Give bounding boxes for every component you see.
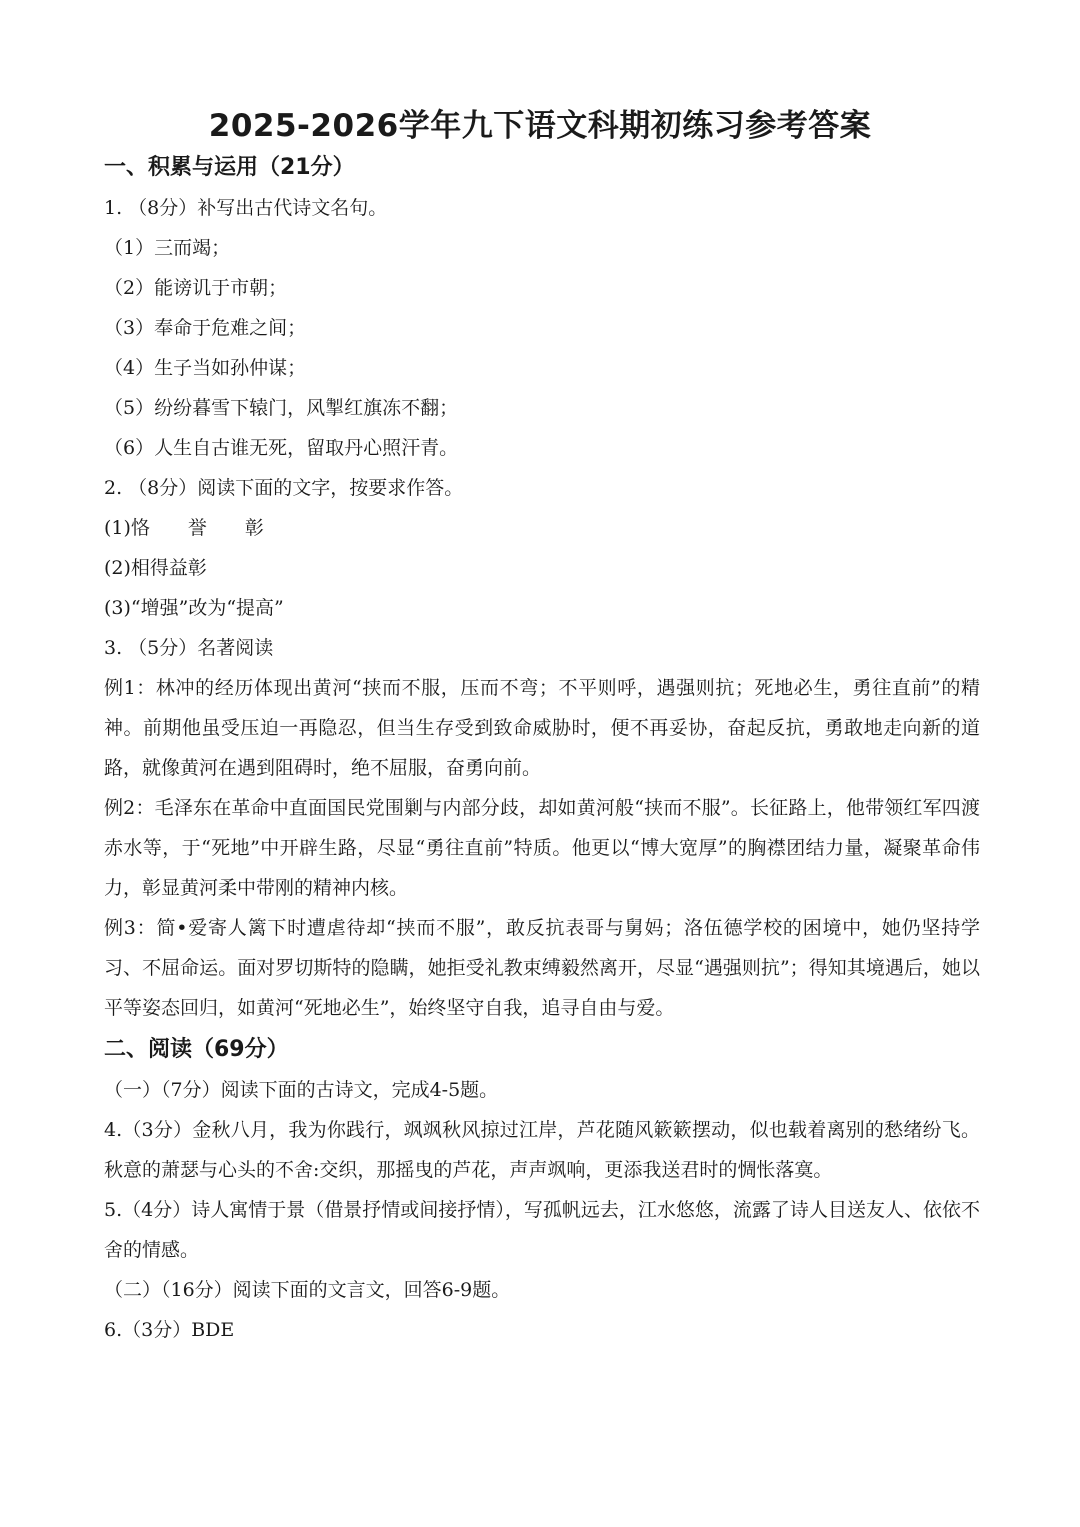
- document-title: 2025-2026学年九下语文科期初练习参考答案: [208, 108, 872, 144]
- q3-example-3: 例3：简•爱寄人篱下时遭虐待却“挟而不服”，敢反抗表哥与舅妈；洛伍德学校的困境中，她仍坚持学习、不屈命运。面对罗切斯特的隐瞒，她拒受礼教束缚毅然离开，尽显“遇强则抗”；得知其境遇后，她以平等姿态回归，如黄河“死地必生”，始终坚守自我，追寻自由与爱。: [104, 917, 980, 1019]
- q2-answer-1: (1)恪 誉 彰: [104, 517, 264, 539]
- question-6-answer: 6.（3分）BDE: [104, 1319, 235, 1341]
- reading-part-2-label: （二）（16分）阅读下面的文言文，回答6-9题。: [104, 1279, 511, 1301]
- q2-answer-3: (3)“增强”改为“提高”: [104, 597, 284, 619]
- section-heading-reading: 二、阅读（69分）: [104, 1037, 289, 1062]
- q1-answer-2: （2）能谤讥于市朝；: [104, 277, 288, 299]
- question-3-label: 3. （5分）名著阅读: [104, 637, 274, 659]
- q3-example-1: 例1：林冲的经历体现出黄河“挟而不服，压而不弯；不平则呼，遇强则抗；死地必生，勇往直前”的精神。前期他虽受压迫一再隐忍，但当生存受到致命威胁时，便不再妥协，奋起反抗，勇敢地走向新的道路，就像黄河在遇到阻碍时，绝不屈服，奋勇向前。: [104, 677, 980, 779]
- q1-answer-4: （4）生子当如孙仲谋；: [104, 357, 307, 379]
- q1-answer-1: （1）三而竭；: [104, 237, 231, 259]
- q1-answer-5: （5）纷纷暮雪下辕门，风掣红旗冻不翻；: [104, 397, 459, 419]
- question-1-label: 1. （8分）补写出古代诗文名句。: [104, 197, 388, 219]
- reading-part-1-label: （一）（7分）阅读下面的古诗文，完成4-5题。: [104, 1079, 499, 1101]
- q2-answer-2: (2)相得益彰: [104, 557, 207, 579]
- section-heading-accumulation: 一、积累与运用（21分）: [104, 155, 355, 180]
- document-body: [104, 150, 980, 1350]
- q3-example-2: 例2：毛泽东在革命中直面国民党围剿与内部分歧，却如黄河般“挟而不服”。长征路上，他带领红军四渡赤水等，于“死地”中开辟生路，尽显“勇往直前”特质。他更以“博大宽厚”的胸襟团结力量，凝聚革命伟力，彰显黄河柔中带刚的精神内核。: [104, 797, 980, 899]
- q1-answer-3: （3）奉命于危难之间；: [104, 317, 307, 339]
- question-2-label: 2. （8分）阅读下面的文字，按要求作答。: [104, 477, 464, 499]
- q1-answer-6: （6）人生自古谁无死，留取丹心照汗青。: [104, 437, 459, 459]
- question-5-answer: 5.（4分）诗人寓情于景（借景抒情或间接抒情），写孤帆远去，江水悠悠，流露了诗人目送友人、依依不舍的情感。: [104, 1199, 980, 1261]
- question-4-answer: 4.（3分）金秋八月，我为你践行，飒飒秋风掠过江岸，芦花随风簌簌摆动，似也载着离别的愁绪纷飞。秋意的萧瑟与心头的不舍:交织，那摇曳的芦花，声声飒响，更添我送君时的惆怅落寞。: [104, 1119, 980, 1181]
